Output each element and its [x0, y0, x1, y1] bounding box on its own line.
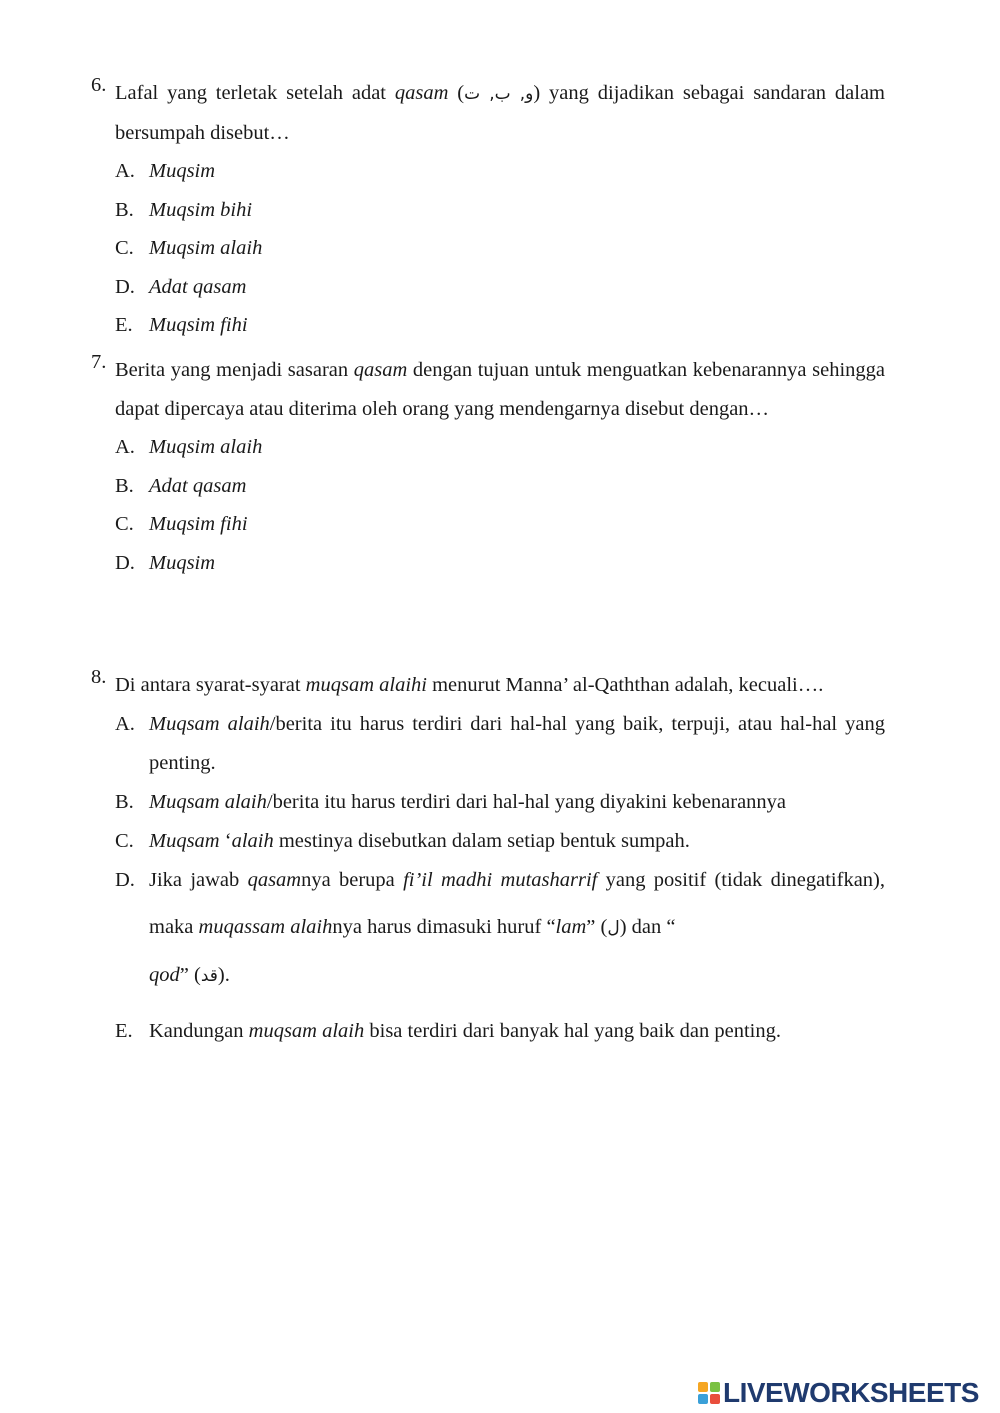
arabic-letters: و, ب, ت	[464, 84, 534, 104]
question-stem: Berita yang menjadi sasaran qasam dengan tujuan untuk menguatkan kebenarannya sehingga dapat dipercaya atau diterima oleh orang yang mendengarnya disebut dengan…	[115, 359, 886, 420]
option-d[interactable]: D. Adat qasam	[115, 275, 247, 298]
option-e[interactable]: E. Kandungan muqsam alaih bisa terdiri dari banyak hal yang baik dan penting.	[115, 1019, 781, 1042]
option-d[interactable]: D. Jika jawab qasamnya berupa fi’il madhi mutasharrif yang positif (tidak dinegatifkan), maka muqassam alaihnya harus dimasuki huruf “lam” (ل) dan “ qod” (قد).	[115, 868, 886, 986]
liveworksheets-logo-icon	[698, 1382, 720, 1404]
question-number: 6.	[91, 74, 107, 96]
option-a[interactable]: A. Muqsim alaih	[115, 436, 263, 458]
option-b[interactable]: B. Muqsim bihi	[115, 198, 253, 221]
options-list	[115, 705, 885, 1051]
question-number: 7.	[91, 351, 107, 373]
arabic-lam: ل	[607, 917, 620, 938]
arabic-qod: قد	[200, 965, 218, 986]
question-6	[91, 74, 885, 345]
question-number: 8.	[91, 666, 107, 688]
option-a[interactable]: A. Muqsim	[115, 160, 216, 182]
question-7	[91, 351, 885, 582]
option-c[interactable]: C. Muqsam ‘alaih mestinya disebutkan dalam setiap bentuk sumpah.	[115, 829, 690, 852]
question-stem: Lafal yang terletak setelah adat qasam (و, ب, ت) yang dijadikan sebagai sandaran dalam bersumpah disebut…	[115, 82, 885, 144]
option-c[interactable]: C. Muqsim alaih	[115, 237, 263, 259]
liveworksheets-logo[interactable]	[698, 1378, 979, 1408]
option-d[interactable]: D. Muqsim	[115, 551, 216, 574]
option-b[interactable]: B. Muqsam alaih/berita itu harus terdiri dari hal-hal yang diyakini kebenarannya	[115, 790, 787, 813]
logo-text: LIVEWORKSHEETS	[723, 1377, 979, 1408]
option-b[interactable]: B. Adat qasam	[115, 474, 247, 497]
option-c[interactable]: C. Muqsim fihi	[115, 513, 248, 535]
question-stem: Di antara syarat-syarat muqsam alaihi menurut Manna’ al-Qaththan adalah, kecuali….	[115, 674, 824, 696]
options-list	[115, 428, 885, 582]
option-e[interactable]: E. Muqsim fihi	[115, 314, 248, 336]
option-a[interactable]: A. Muqsam alaih/berita itu harus terdiri dari hal-hal yang baik, terpuji, atau hal-hal yang penting.	[115, 712, 885, 774]
options-list	[115, 152, 885, 345]
question-8	[91, 666, 885, 1051]
